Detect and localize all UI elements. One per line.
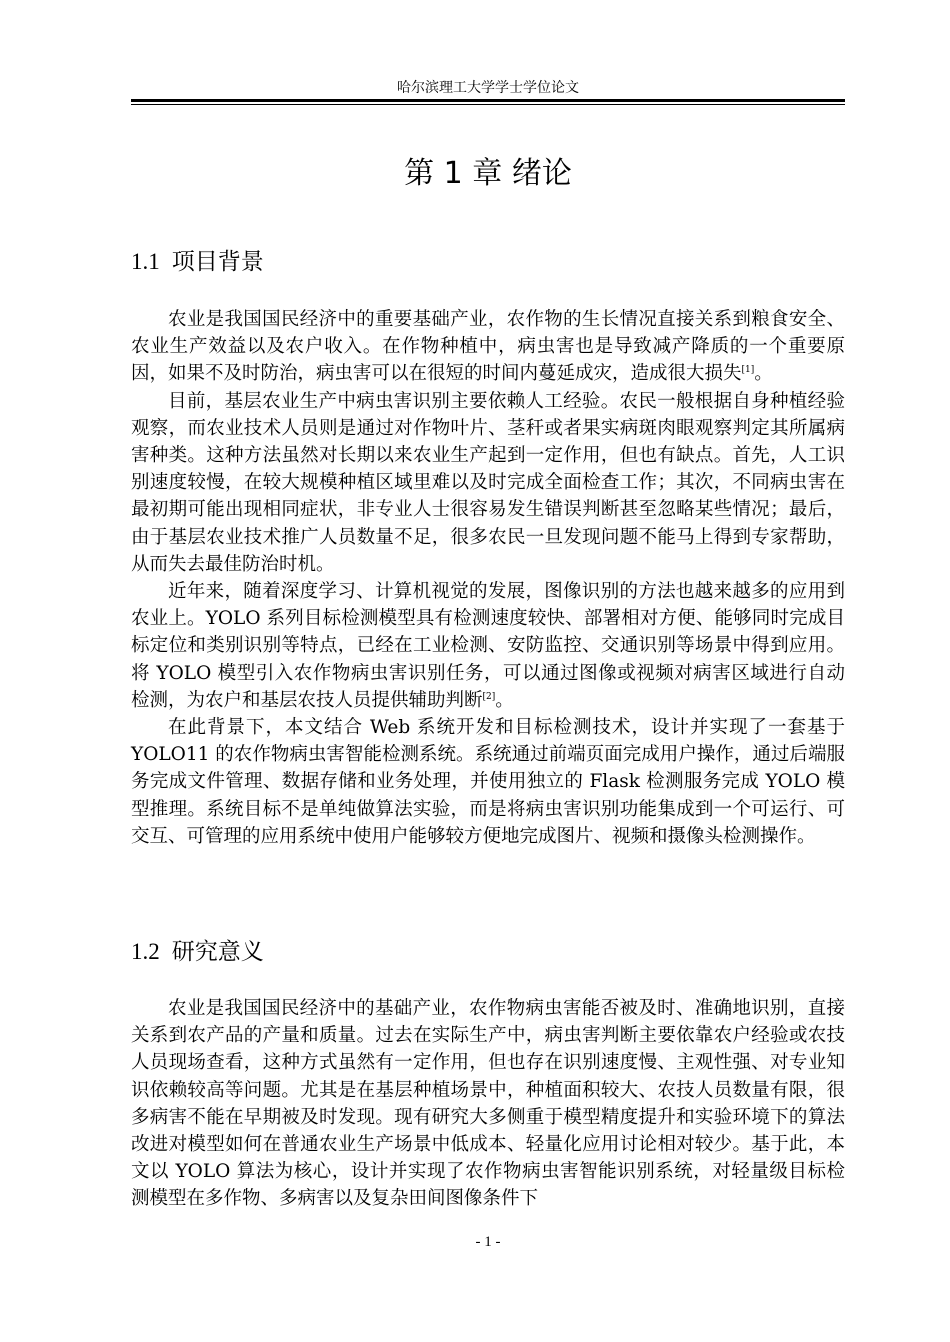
section-body-background: [131, 306, 845, 850]
body-paragraph: [131, 714, 845, 850]
body-paragraph: [131, 388, 845, 578]
paragraph-text: 农业是我国国民经济中的基础产业，农作物病虫害能否被及时、准确地识别，直接关系到农产品的产量和质量。过去在实际生产中，病虫害判断主要依靠农户经验或农技人员现场查看，这种方式虽然有一定作用，但也存在识别速度慢、主观性强、对专业知识依赖较高等问题。尤其是在基层种植场景中，种植面积较大、农技人员数量有限，很多病害不能在早期被及时发现。现有研究大多侧重于模型精度提升和实验环境下的算法改进对模型如何在普通农业生产场景中低成本、轻量化应用讨论相对较少。基于此，本文以 YOLO 算法为核心，设计并实现了农作物病虫害智能识别系统，对轻量级目标检测模型在多作物、多病害以及复杂田间图像条件下: [131, 998, 845, 1210]
section-heading-background: [131, 246, 264, 278]
paragraph-text: 近年来，随着深度学习、计算机视觉的发展，图像识别的方法也越来越多的应用到农业上。YOLO 系列目标检测模型具有检测速度较快、部署相对方便、能够同时完成目标定位和类别识别等特点，已经在工业检测、安防监控、交通识别等场景中得到应用。将 YOLO 模型引入农作物病虫害识别任务，可以通过图像或视频对病害区域进行自动检测，为农户和基层农技人员提供辅助判断: [131, 581, 845, 711]
citation-ref: [2]: [482, 691, 496, 702]
paragraph-tail: 。: [495, 689, 514, 711]
section-body-significance: [131, 995, 845, 1213]
paragraph-text: 在此背景下，本文结合 Web 系统开发和目标检测技术，设计并实现了一套基于 YOLO11 的农作物病虫害智能检测系统。系统通过前端页面完成用户操作，通过后端服务完成文件管理、数据存储和业务处理，并使用独立的 Flask 检测服务完成 YOLO 模型推理。系统目标不是单纯做算法实验，而是将病虫害识别功能集成到一个可运行、可交互、可管理的应用系统中使用户能够较方便地完成图片、视频和摄像头检测操作。: [131, 717, 845, 847]
paragraph-text: 农业是我国国民经济中的重要基础产业，农作物的生长情况直接关系到粮食安全、农业生产效益以及农户收入。在作物种植中，病虫害也是导致减产降质的一个重要原因，如果不及时防治，病虫害可以在很短的时间内蔓延成灾，造成很大损失: [131, 309, 845, 385]
body-paragraph: [131, 306, 845, 388]
chapter-title: 第 1 章 绪论: [404, 156, 572, 191]
section-heading-significance: [131, 936, 264, 968]
page-number: - 1 -: [475, 1234, 501, 1250]
body-paragraph: [131, 995, 845, 1213]
running-header: 哈尔滨理工大学学士学位论文: [397, 80, 579, 96]
section-number: 1.1: [131, 249, 160, 274]
body-paragraph: [131, 578, 845, 714]
section-title: 项目背景: [171, 249, 264, 275]
paragraph-text: 目前，基层农业生产中病虫害识别主要依赖人工经验。农民一般根据自身种植经验观察，而农业技术人员则是通过对作物叶片、茎秆或者果实病斑肉眼观察判定其所属病害种类。这种方法虽然对长期以来农业生产起到一定作用，但也有缺点。首先，人工识别速度较慢，在较大规模种植区域里难以及时完成全面检查工作；其次，不同病虫害在最初期可能出现相同症状，非专业人士很容易发生错误判断甚至忽略某些情况；最后，由于基层农业技术推广人员数量不足，很多农民一旦发现问题不能马上得到专家帮助，从而失去最佳防治时机。: [131, 390, 845, 575]
section-number: 1.2: [131, 939, 160, 964]
header-rule-thick: [131, 99, 845, 102]
section-title: 研究意义: [171, 939, 264, 965]
paragraph-tail: 。: [754, 363, 773, 385]
header-rule-thin: [131, 104, 845, 105]
citation-ref: [1]: [741, 365, 755, 376]
